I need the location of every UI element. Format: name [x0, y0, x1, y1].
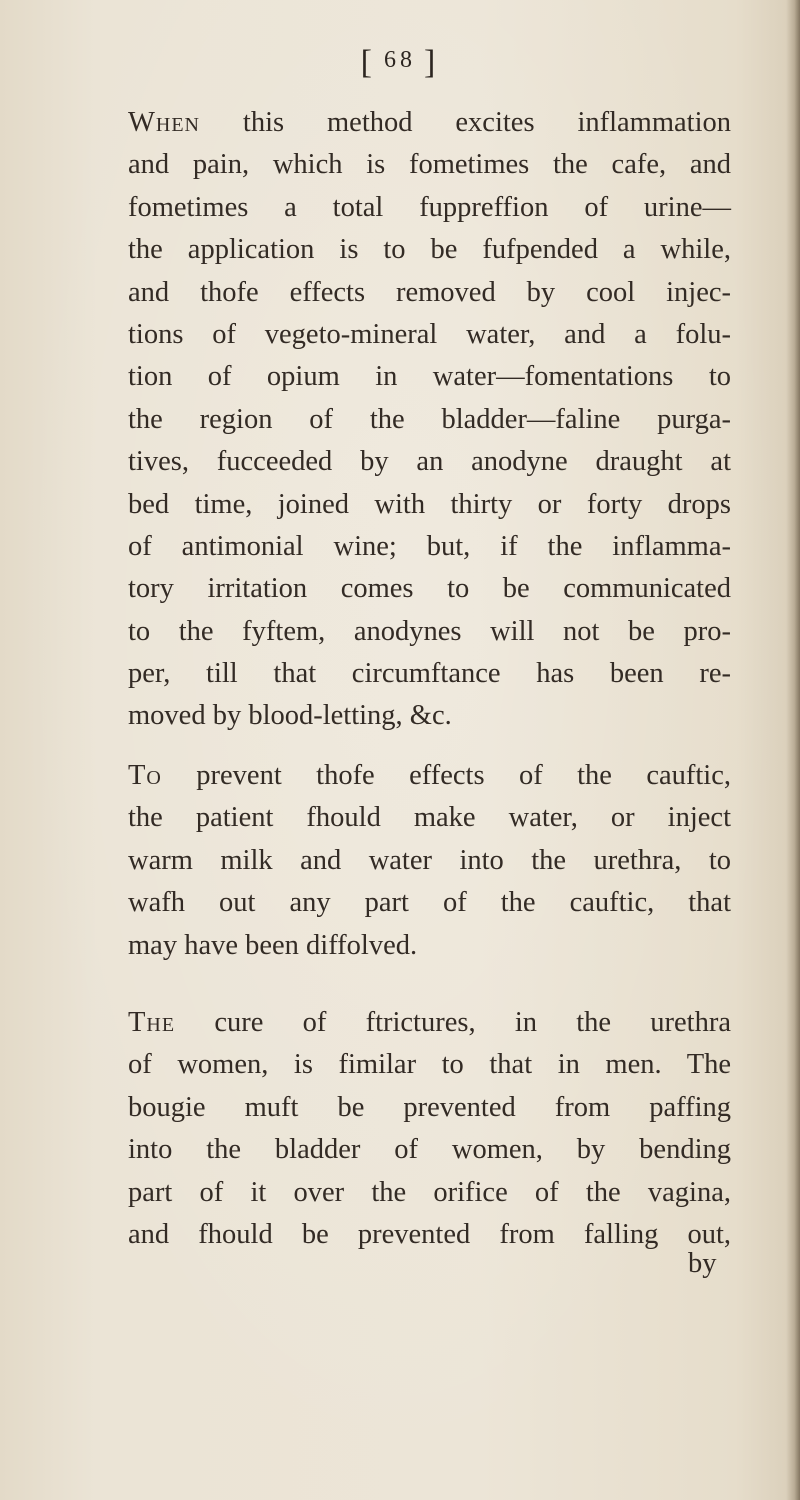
- text-line: the patient fhould make water, or inject: [128, 802, 731, 834]
- paragraph-1: [128, 102, 731, 738]
- page-header: [0, 44, 800, 82]
- text-line: may have been diffolved.: [128, 929, 418, 961]
- right-bracket: ]: [424, 44, 440, 81]
- text-line: The cure of ftrictures, in the urethra: [128, 1007, 731, 1038]
- paragraph-lead: To: [128, 760, 162, 791]
- text-line: fometimes a total fuppreffion of urine—: [128, 191, 731, 223]
- text-line: of women, is fimilar to that in men. The: [128, 1049, 731, 1081]
- text-line: and pain, which is fometimes the cafe, and: [128, 149, 731, 181]
- text-line: into the bladder of women, by bending: [128, 1134, 731, 1166]
- text-line: bed time, joined with thirty or forty drops: [128, 488, 731, 520]
- paragraph-2: [128, 755, 731, 967]
- paragraph-lead: The: [128, 1007, 176, 1038]
- text-line: to the fyftem, anodynes will not be pro-: [128, 615, 731, 647]
- text-line: warm milk and water into the urethra, to: [128, 844, 731, 876]
- page-edge-shadow: [786, 0, 800, 1500]
- text-line: and fhould be prevented from falling out,: [128, 1218, 731, 1250]
- text-line: of antimonial wine; but, if the inflamma-: [128, 530, 731, 562]
- text-line: the region of the bladder—faline purga-: [128, 403, 731, 435]
- text-line: wafh out any part of the cauftic, that: [128, 887, 731, 919]
- text-line: and thofe effects removed by cool injec-: [128, 276, 731, 308]
- page-number: 68: [384, 47, 416, 73]
- left-bracket: [: [360, 44, 376, 81]
- paragraph-3: [128, 1002, 731, 1256]
- text-line: When this method excites inflammation: [128, 107, 731, 138]
- catchword: by: [688, 1248, 717, 1279]
- text-line: per, till that circumftance has been re-: [128, 658, 731, 690]
- text-line: tion of opium in water—fomentations to: [128, 361, 731, 393]
- text-line: tory irritation comes to be communicated: [128, 573, 731, 605]
- text-line: the application is to be fufpended a while,: [128, 234, 731, 266]
- paragraph-lead: When: [128, 107, 201, 138]
- text-line: tions of vegeto-mineral water, and a folu-: [128, 318, 731, 350]
- text-line: moved by blood-letting, &c.: [128, 700, 452, 732]
- text-line: part of it over the orifice of the vagina,: [128, 1176, 731, 1208]
- text-line: tives, fucceeded by an anodyne draught at: [128, 446, 731, 478]
- text-line: To prevent thofe effects of the cauftic,: [128, 760, 731, 791]
- text-line: bougie muft be prevented from paffing: [128, 1091, 731, 1123]
